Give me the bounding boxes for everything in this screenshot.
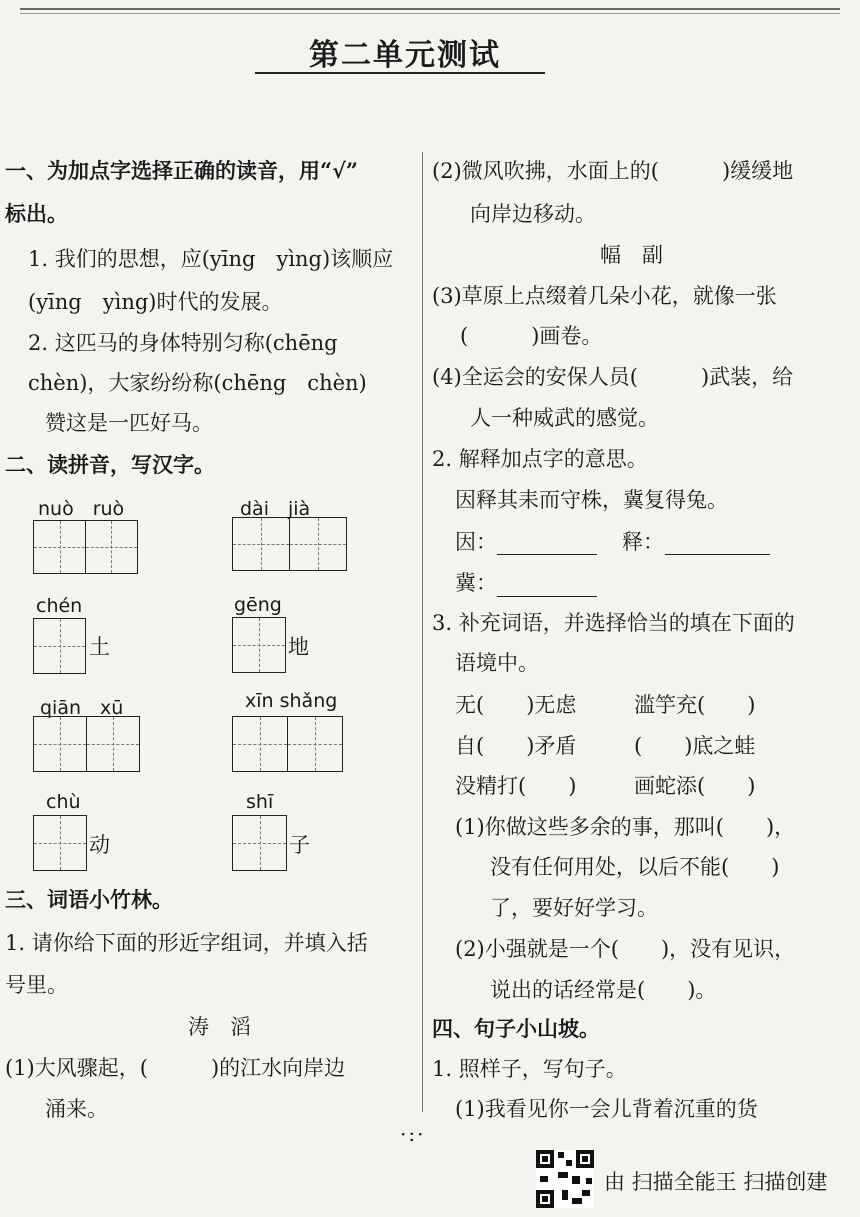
pinyin-label: chén (36, 595, 83, 617)
s3-p4-line2: 人一种威武的感觉。 (470, 406, 659, 430)
context-1-line3: 了，要好好学习。 (490, 896, 658, 920)
idiom-blank: 无( )无虑 (455, 693, 577, 717)
s3-p3-line2: ( )画卷。 (460, 324, 603, 348)
pinyin-label: gēng (234, 594, 282, 616)
idiom-blank: 没精打( ) (455, 774, 577, 798)
pinyin-label: shī (246, 791, 274, 813)
grid-suffix: 土 (89, 635, 110, 659)
s3-q3-line1: 3. 补充词语，并选择恰当的填在下面的 (432, 611, 795, 635)
writing-grid[interactable] (232, 517, 345, 571)
writing-grid[interactable] (33, 618, 85, 674)
grid-suffix: 子 (289, 833, 310, 857)
s3-p1-line2: 涌来。 (45, 1097, 108, 1121)
context-1-line1: (1)你做这些多余的事，那叫( )， (455, 815, 796, 839)
section1-heading: 一、为加点字选择正确的读音，用“√” (5, 158, 358, 183)
q2-line2: chèn)，大家纷纷称(chēng chèn) (28, 371, 367, 395)
writing-grid[interactable] (232, 716, 341, 772)
answer-label-ji: 冀： (455, 571, 497, 595)
top-rule-thin (20, 13, 840, 14)
scanner-watermark: 由 扫描全能王 扫描创建 (604, 1170, 828, 1194)
writing-grid[interactable] (33, 815, 86, 871)
q1-line2: (yīng yìng)时代的发展。 (28, 290, 283, 314)
title-underline (255, 72, 545, 74)
idiom-blank: 画蛇添( ) (634, 774, 756, 798)
writing-grid[interactable] (232, 617, 285, 673)
idiom-blank: 滥竽充( ) (634, 693, 756, 717)
s3-q1-line2: 号里。 (5, 973, 68, 997)
column-divider (422, 152, 423, 1112)
char-pair-1: 涛 滔 (188, 1015, 251, 1039)
s3-p3-line1: (3)草原上点缀着几朵小花，就像一张 (432, 284, 777, 308)
grid-suffix: 地 (288, 635, 309, 659)
char-pair-2: 幅 副 (600, 243, 663, 267)
answer-label-shi: 释： (622, 530, 664, 554)
s4-q1: 1. 照样子，写句子。 (432, 1057, 627, 1081)
context-1-line2: 没有任何用处，以后不能( ) (490, 855, 780, 879)
context-2-line1: (2)小强就是一个( )，没有见识， (455, 937, 796, 961)
writing-grid[interactable] (33, 716, 138, 772)
s3-q2: 2. 解释加点字的意思。 (432, 447, 648, 471)
s3-q3-line2: 语境中。 (455, 651, 539, 675)
writing-grid[interactable] (33, 520, 136, 574)
answer-line[interactable] (497, 524, 597, 555)
s3-p4-line1: (4)全运会的安保人员( )武装，给 (432, 365, 794, 389)
idiom-blank: 自( )矛盾 (455, 734, 577, 758)
writing-grid[interactable] (232, 815, 286, 871)
pinyin-label: qiān xū (40, 697, 124, 719)
section2-heading: 二、读拼音，写汉字。 (5, 452, 215, 477)
s3-q2-sentence: 因释其耒而守株，冀复得兔。 (455, 488, 728, 512)
page-title: 第二单元测试 (309, 38, 501, 73)
answer-line[interactable] (497, 566, 597, 597)
q1-line1: 1. 我们的思想，应(yīng yìng)该顺应 (28, 247, 394, 271)
s3-p2-line1: (2)微风吹拂，水面上的( )缓缓地 (432, 159, 794, 183)
s4-example: (1)我看见你一会儿背着沉重的货 (455, 1097, 758, 1121)
idiom-blank: ( )底之蛙 (634, 734, 756, 758)
answer-line[interactable] (665, 524, 770, 555)
s3-q1-line1: 1. 请你给下面的形近字组词，并填入括 (5, 931, 368, 955)
grid-suffix: 动 (89, 833, 110, 857)
qr-code-icon (536, 1150, 594, 1208)
q2-line1: 2. 这匹马的身体特别匀称(chēng (28, 331, 338, 355)
s3-p1-line1: (1)大风骤起，( )的江水向岸边 (5, 1056, 346, 1080)
s3-p2-line2: 向岸边移动。 (470, 202, 596, 226)
pinyin-label: xīn shǎng (245, 690, 338, 712)
pinyin-label: dài jià (240, 498, 311, 520)
page-number-dots: ·:· (400, 1122, 426, 1146)
section1-heading-cont: 标出。 (5, 201, 68, 226)
section4-heading: 四、句子小山坡。 (432, 1016, 600, 1041)
pinyin-label: nuò ruò (38, 498, 125, 520)
pinyin-label: chù (46, 791, 81, 813)
top-rule (20, 8, 840, 10)
context-2-line2: 说出的话经常是( )。 (490, 978, 717, 1002)
q2-line3: 赞这是一匹好马。 (45, 411, 213, 435)
answer-label-yin: 因： (455, 530, 497, 554)
section3-heading: 三、词语小竹林。 (5, 887, 173, 912)
